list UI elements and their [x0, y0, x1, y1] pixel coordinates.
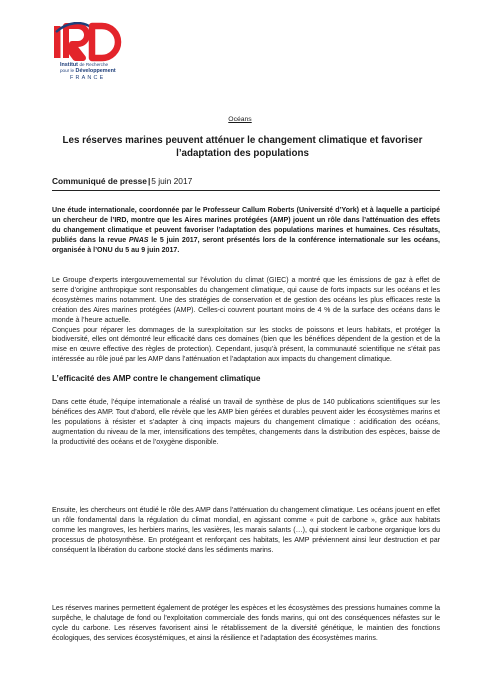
category-link[interactable]: Océans	[228, 116, 252, 123]
press-date: 5 juin 2017	[151, 176, 193, 186]
page-title: Les réserves marines peuvent atténuer le changement climatique et favoriser l’adaptation des populations	[62, 135, 423, 159]
section-heading: L’efficacité des AMP contre le changement climatique	[52, 374, 261, 383]
paragraph-reserves: Les réserves marines permettent également de protéger les espèces et les écosystèmes des pressions humaines comme la surpêche, le chalutage de fond ou l’exploitation commerciale des fonds marins, qui ont des conséquences néfastes sur le cycle du carbone. Les réserves favorisent ainsi le rétablissement de la diversité génétique, le maintien des fonctions écologiques, des services écosystémiques, et ainsi la résilience et l’adaptation des écosystèmes marins.	[52, 605, 440, 642]
press-separator: |	[147, 176, 151, 186]
ird-logo	[52, 22, 152, 90]
ird-logo-mark	[52, 22, 152, 62]
paragraph-carbon: Ensuite, les chercheurs ont étudié le rôle des AMP dans l’atténuation du changement climatique. Les océans jouent en effet un rôle fondamental dans la régulation du climat mondial, en agissant comme « puit de carbone », grâce aux habitats comme les mangroves, les herbiers marins, les vasières, les marais salants (…), qui stockent le carbone organique lors du processus de photosynthèse. En protégeant et renforçant ces habitats, les AMP préviennent ainsi leur destruction et par conséquent la libération du carbone stocké dans les sédiments marins.	[52, 507, 440, 554]
press-label: Communiqué de presse	[52, 176, 147, 186]
intro-paragraph: Le Groupe d’experts intergouvernemental sur l’évolution du climat (GIEC) a montré que les émissions de gaz à effet de serre d’origine anthropique sont responsables du changement climatique, qui cause de forts impacts sur les océans et les écosystèmes marins notamment. Une des stratégies de conservation et de gestion des océans les plus efficaces reste la création des Aires marines protégées (AMP). Celles-ci couvrent pourtant moins de 4 % de la surface des océans dans le monde à l’heure actuelle. Conçues pour réparer les dommages de la surexploitation sur les stocks de poissons et leurs habitats, et protéger la biodiversité, elles ont démontré leur efficacité dans ces domaines (bien que les bénéfices dépendent de la gestion et de la mise en œuvre effective des règles de protection). Cependant, jusqu’à présent, la communauté scientifique ne s’était pas intéressée au rôle joué par les AMP dans l’atténuation et l’adaptation aux impacts du changement climatique.	[52, 277, 440, 364]
lead-paragraph: Une étude internationale, coordonnée par le Professeur Callum Roberts (Université d’York) et à laquelle a participé un chercheur de l’IRD, montre que les Aires marines protégées (AMP) jouent un rôle dans l’atténuation des effets du changement climatique et peuvent favoriser l’adaptation des populations marines et humaines. Ces résultats, publiés dans la revue PNAS le 5 juin 2017, seront présentés lors de la conférence internationale sur les océans, organisée à l’ONU du 5 au 9 juin 2017.	[52, 207, 440, 254]
ird-logo-text: IRD	[52, 22, 54, 23]
journal-name: PNAS	[128, 236, 149, 244]
paragraph-study: Dans cette étude, l’équipe internationale a réalisé un travail de synthèse de plus de 140 publications scientifiques sur les bénéfices des AMP. Tout d’abord, elle révèle que les AMP bien gérées et durables peuvent aider les écosystèmes marins et les populations à résister et s’adapter à cinq impacts majeurs du changement climatique : acidification des océans, augmentation du niveau de la mer, intensifications des tempêtes, changements dans la distribution des espèces, baisse de la productivité des océans et de l’oxygène disponible.	[52, 399, 440, 446]
ird-logo-country: FRANCE	[70, 74, 106, 81]
intro-paragraph-2: Conçues pour réparer les dommages de la surexploitation sur les stocks de poissons et leurs habitats, et protéger la biodiversité, elles ont démontré leur efficacité dans ces domaines (bien que les bénéfices dépendent de la gestion et de la mise en œuvre effective des règles de protection). Cependant, jusqu’à présent, la communauté scientifique ne s’était pas intéressée au rôle joué par les AMP dans l’atténuation et l’adaptation aux impacts du changement climatique.	[52, 326, 440, 364]
ird-logo-subtitle: Institut de Recherche pour le Développement FRANCE	[60, 62, 152, 81]
press-header	[52, 176, 440, 191]
